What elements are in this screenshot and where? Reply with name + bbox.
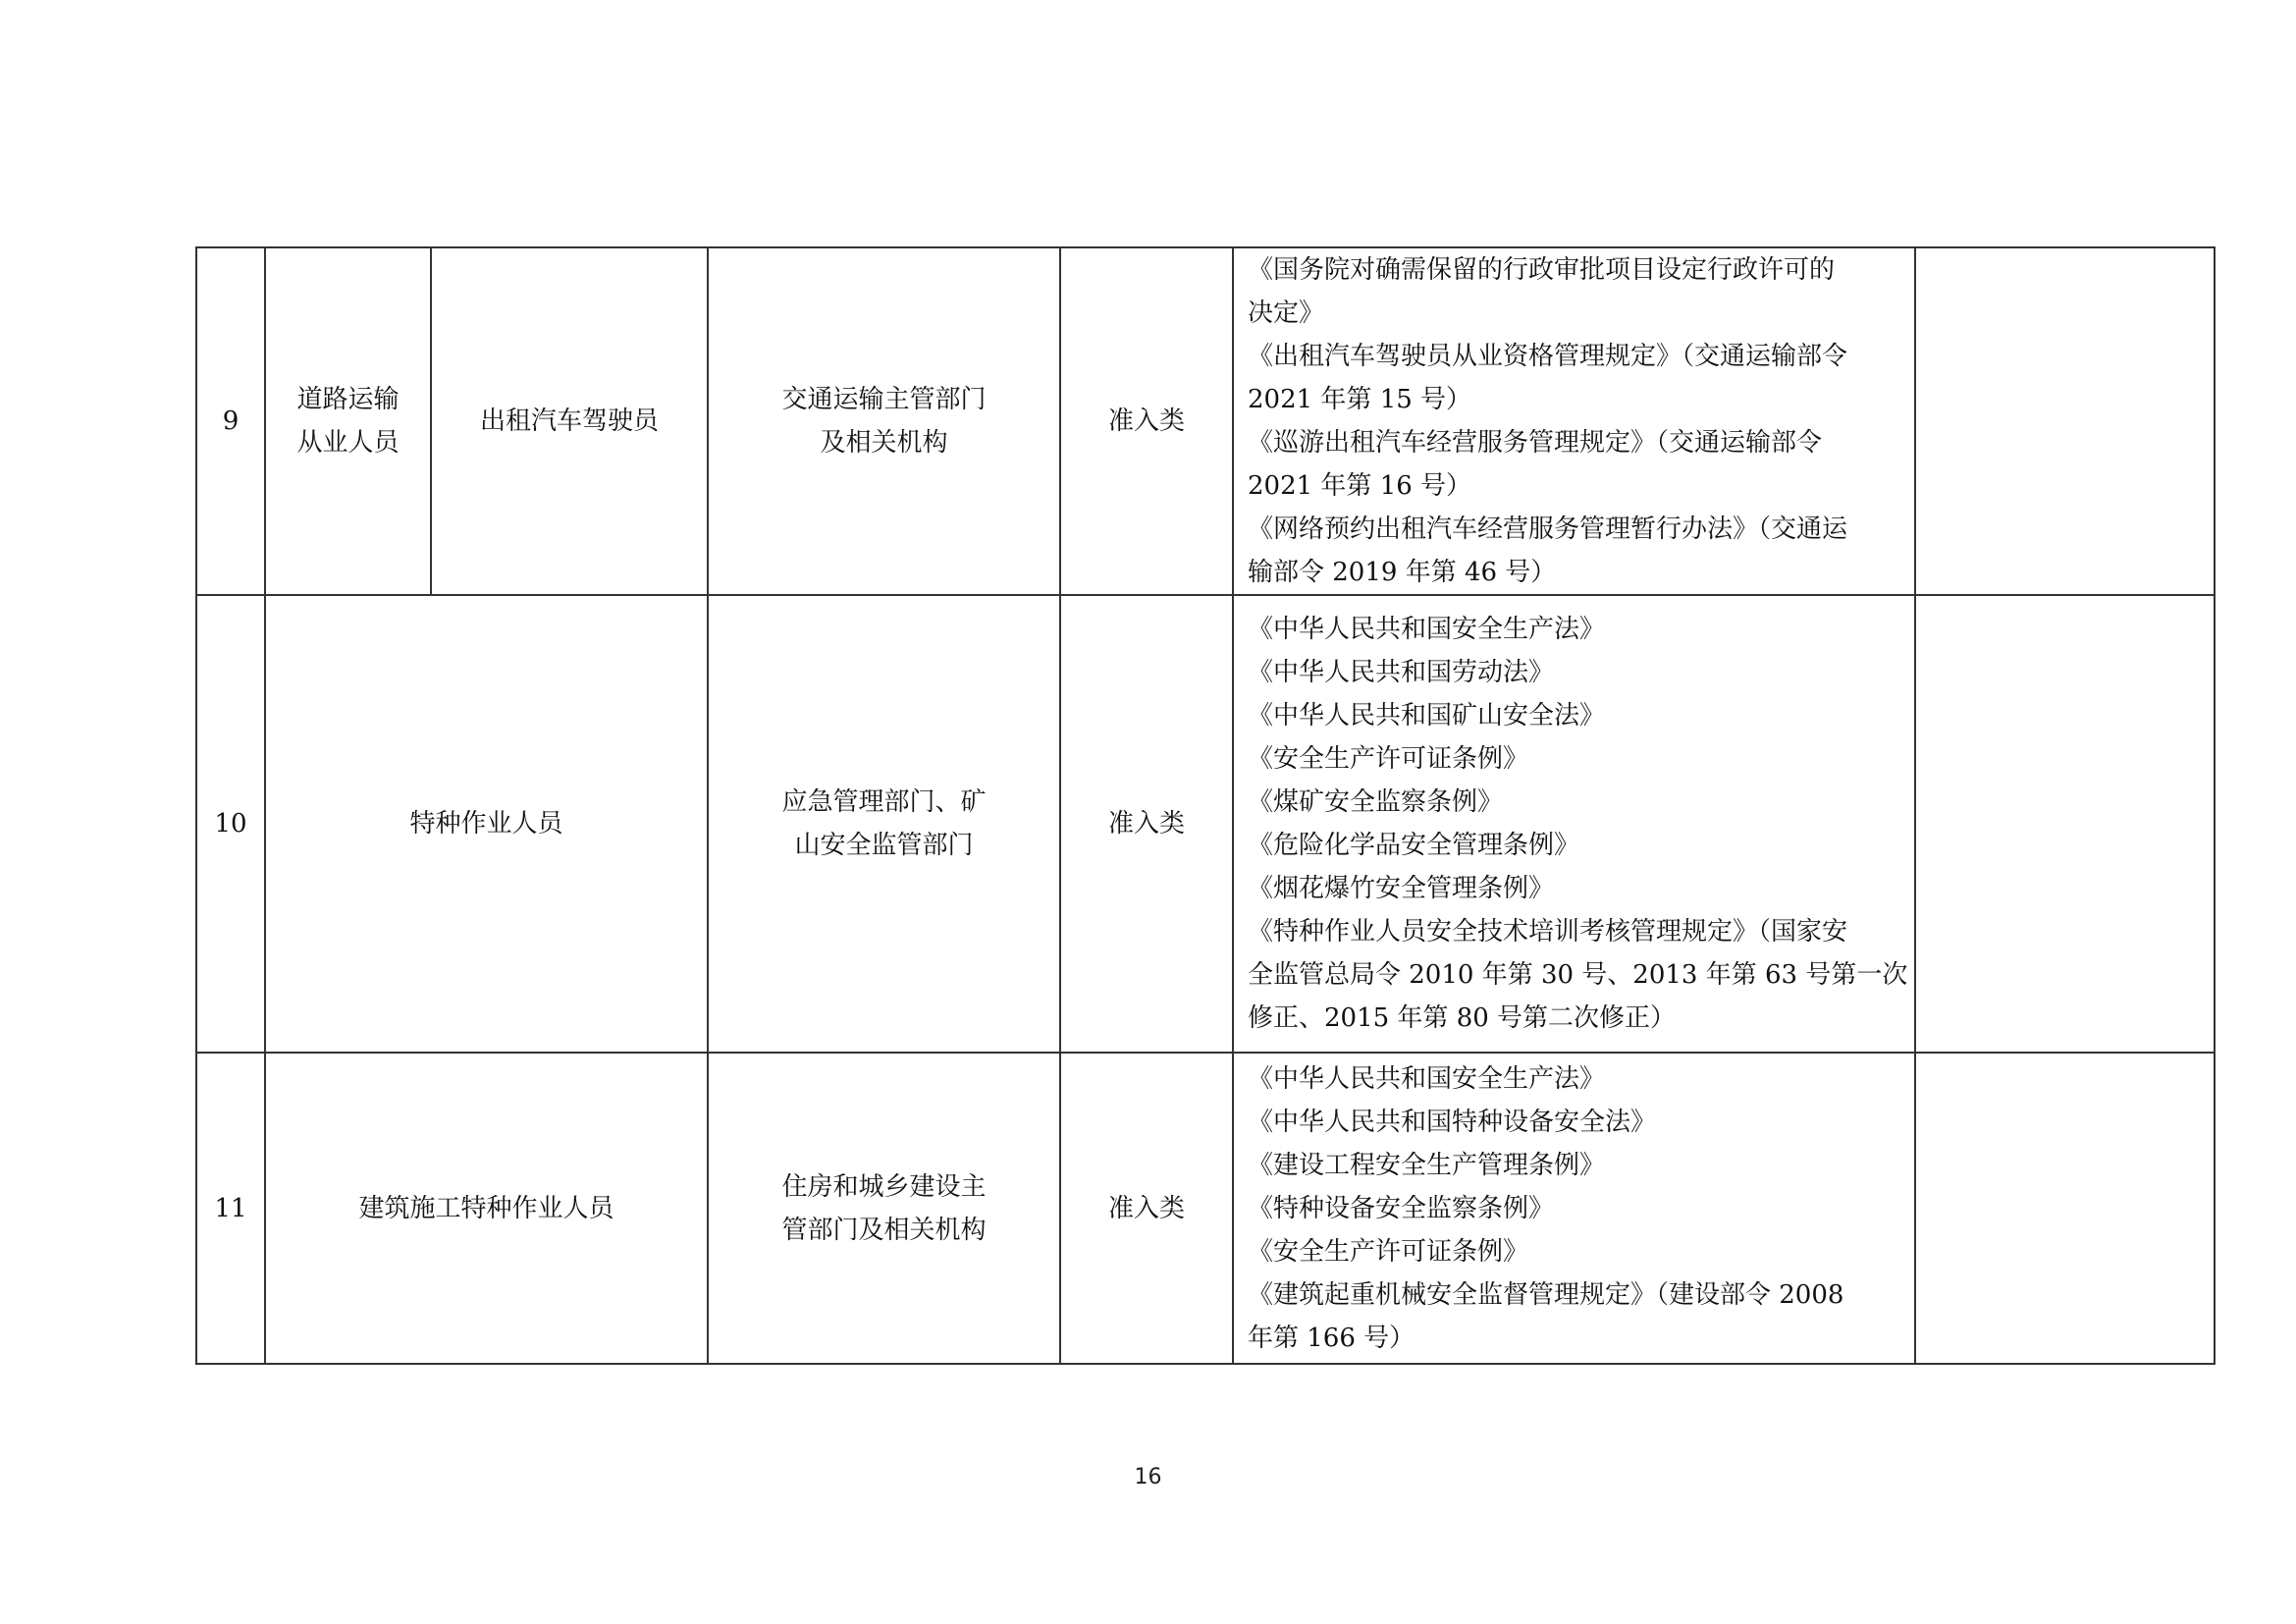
legal-basis-line: 年第 166 号） xyxy=(1248,1323,1415,1353)
legal-basis-cell xyxy=(1233,1053,1915,1364)
legal-basis-line: 《中华人民共和国劳动法》 xyxy=(1248,658,1555,687)
qualification-type: 准入类 xyxy=(1060,247,1233,595)
category-text: 道路运输从业人员 xyxy=(296,385,400,458)
table-row xyxy=(196,595,2215,1053)
qualification-table xyxy=(195,246,2216,1365)
legal-basis-line: 《煤矿安全监察条例》 xyxy=(1248,787,1504,817)
table-row xyxy=(196,247,2215,595)
authority-text: 住房和城乡建设主管部门及相关机构 xyxy=(781,1171,987,1245)
legal-basis-line: 《中华人民共和国安全生产法》 xyxy=(1248,1063,1606,1094)
legal-basis-line: 《安全生产许可证条例》 xyxy=(1248,1236,1529,1267)
legal-basis-line: 《特种设备安全监察条例》 xyxy=(1248,1193,1555,1223)
legal-basis-line: 《安全生产许可证条例》 xyxy=(1248,744,1529,774)
legal-basis-line: 《中华人民共和国特种设备安全法》 xyxy=(1248,1107,1657,1137)
legal-basis-line: 决定》 xyxy=(1248,298,1325,328)
legal-basis-line: 《烟花爆竹安全管理条例》 xyxy=(1248,874,1555,903)
legal-basis-line: 《网络预约出租汽车经营服务管理暂行办法》（交通运 xyxy=(1248,514,1848,544)
authority-cell xyxy=(708,1053,1060,1364)
legal-basis-line: 《建筑起重机械安全监督管理规定》（建设部令 2008 xyxy=(1248,1279,1844,1310)
row-number: 9 xyxy=(196,247,265,595)
legal-basis-line: 修正、2015 年第 80 号第二次修正） xyxy=(1248,1003,1677,1033)
qualification-name: 出租汽车驾驶员 xyxy=(431,247,708,595)
legal-basis-cell xyxy=(1233,595,1915,1053)
row-number: 10 xyxy=(196,595,265,1053)
qualification-type: 准入类 xyxy=(1060,1053,1233,1364)
note-cell xyxy=(1915,595,2215,1053)
category-cell xyxy=(265,247,431,595)
note-cell xyxy=(1915,1053,2215,1364)
legal-basis-line: 《巡游出租汽车经营服务管理规定》（交通运输部令 xyxy=(1248,428,1823,458)
page-number: 16 xyxy=(1134,1465,1162,1489)
authority-text: 应急管理部门、矿山安全监管部门 xyxy=(781,787,987,860)
qualification-name: 建筑施工特种作业人员 xyxy=(265,1053,708,1364)
legal-basis-line: 《出租汽车驾驶员从业资格管理规定》（交通运输部令 xyxy=(1248,342,1848,371)
legal-basis-line: 《中华人民共和国安全生产法》 xyxy=(1248,615,1606,644)
authority-cell xyxy=(708,595,1060,1053)
legal-basis-line: 《特种作业人员安全技术培训考核管理规定》（国家安 xyxy=(1248,917,1848,947)
legal-basis-line: 《危险化学品安全管理条例》 xyxy=(1248,831,1580,860)
row-number: 11 xyxy=(196,1053,265,1364)
legal-basis-line: 输部令 2019 年第 46 号） xyxy=(1248,558,1557,587)
legal-basis-line: 全监管总局令 2010 年第 30 号、2013 年第 63 号第一次 xyxy=(1248,960,1908,990)
legal-basis-line: 《建设工程安全生产管理条例》 xyxy=(1248,1150,1606,1180)
legal-basis-line: 2021 年第 16 号） xyxy=(1248,471,1472,501)
legal-basis-cell xyxy=(1233,247,1915,595)
legal-basis-line: 2021 年第 15 号） xyxy=(1248,385,1472,414)
legal-basis-line: 《国务院对确需保留的行政审批项目设定行政许可的 xyxy=(1248,255,1836,285)
qualification-type: 准入类 xyxy=(1060,595,1233,1053)
note-cell xyxy=(1915,247,2215,595)
legal-basis-line: 《中华人民共和国矿山安全法》 xyxy=(1248,701,1606,731)
table-row xyxy=(196,1053,2215,1364)
qualification-name: 特种作业人员 xyxy=(265,595,708,1053)
authority-text: 交通运输主管部门及相关机构 xyxy=(781,385,987,458)
authority-cell xyxy=(708,247,1060,595)
